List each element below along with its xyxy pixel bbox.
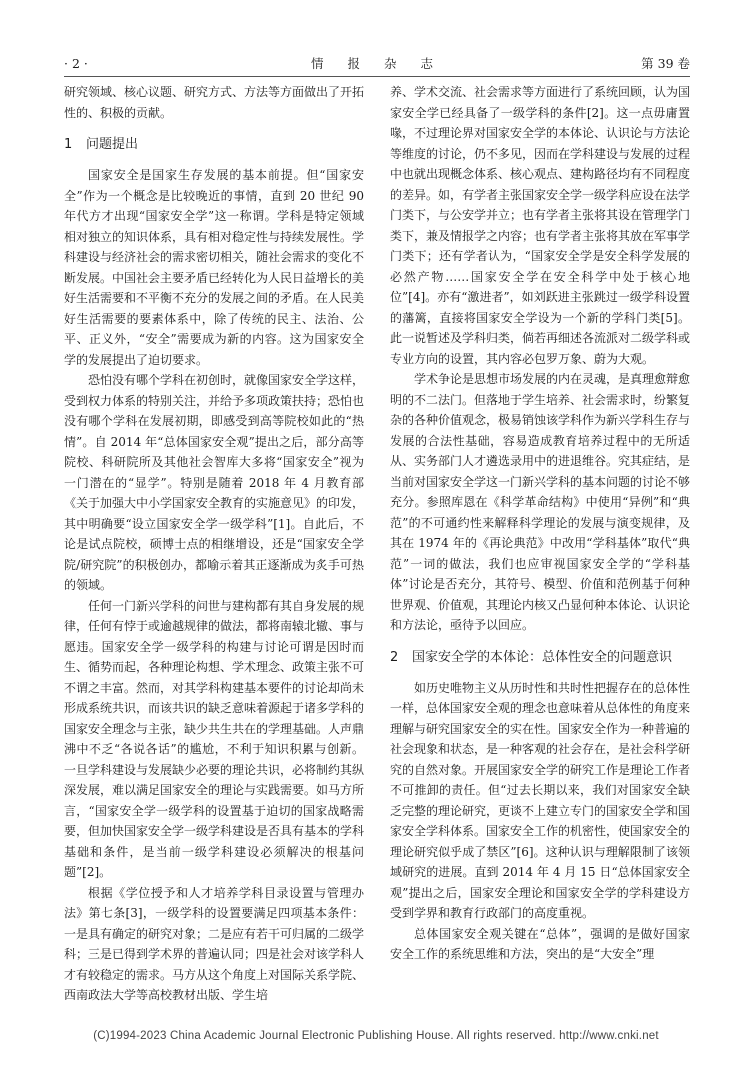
body-paragraph: 恐怕没有哪个学科在初创时，就像国家安全学这样，受到权力体系的特别关注，并给予多项政策扶持；恐怕也没有哪个学科在发展初期，即感受到高等院校如此的“热情”。自 2014 年“总体国家安全观”提出之后，部分高等院校、科研院所及其他社会智库大多将“国家安全”视为一门潜在的“显学”。特别是随着 2018 年 4 月教育部《关于加强大中小学国家安全教育的实施意见》的印发，其中明确要“设立国家安全学一级学科”[1]。自此后，不论是试点院校，硕博士点的相继增设，还是“国家安全学院/研究院”的积极创办，都喻示着其正逐渐成为炙手可热的领域。 — [64, 373, 364, 592]
section-number: 1 — [64, 137, 73, 152]
section-heading-1 — [64, 135, 364, 155]
body-paragraph: 国家安全是国家生存发展的基本前提。但“国家安全”作为一个概念是比较晚近的事情，直到 20 世纪 90 年代方才出现“国家安全学”这一称谓。学科是特定领域相对独立的知识体系，具有相对稳定性与持续发展性。学科建设与经济社会的需求密切相关，随社会需求的变化不断发展。中国社会主要矛盾已经转化为人民日益增长的美好生活需要和不平衡不充分的发展之间的矛盾。在人民美好生活需要的要素体系中，除了传统的民主、法治、公平、正义外，“安全”需要成为新的内容。这为国家安全学的发展提出了迫切要求。 — [64, 168, 364, 367]
body-paragraph: 根据《学位授予和人才培养学科目录设置与管理办法》第七条[3]，一级学科的设置要满足四项基本条件：一是具有确定的研究对象；二是应有若干可归属的二级学科；三是已得到学术界的普遍认同；四是社会对该学科人才有较稳定的需求。马方从这个角度上对国际关系学院、西南政法大学等高校教材出版、学生培 — [64, 885, 364, 1002]
section-heading-2 — [390, 648, 690, 668]
body-paragraph: 任何一门新兴学科的问世与建构都有其自身发展的规律，任何有悖于或逾越规律的做法，都将南辕北辙、事与愿违。国家安全学一级学科的构建与讨论可谓是因时而生、循势而起，各种理论构想、学术理念、政策主张不可不谓之丰富。然而，对其学科构建基本要件的讨论却尚未形成系统共识，而该共识的缺乏意味着源起于诸多学科的国家安全理念与主张，缺少共生共在的学理基础。人声鼎沸中不乏“各说各话”的尴尬，不利于知识积累与创新。一旦学科建设与发展缺少必要的理论共识，必将制约其纵深发展，难以满足国家安全的理论与实践需要。如马方所言，“国家安全学一级学科的设置基于迫切的国家战略需要，但加快国家安全学一级学科建设是否具有基本的学科基础和条件，是当前一级学科建设必须解决的根基问题”[2]。 — [64, 598, 364, 879]
intro-paragraph-end: 研究领域、核心议题、研究方式、方法等方面做出了开拓性的、积极的贡献。 — [64, 85, 364, 120]
right-column — [390, 82, 690, 1017]
section-number: 2 — [390, 649, 399, 665]
section-title: 国家安全学的本体论：总体性安全的问题意识 — [412, 649, 673, 665]
body-paragraph: 总体国家安全观关键在“总体”，强调的是做好国家安全工作的系统思维和方法，突出的是“大安全”理 — [390, 926, 690, 961]
running-header — [64, 52, 690, 77]
section-title: 问题提出 — [86, 137, 139, 152]
left-column — [64, 82, 364, 1017]
body-paragraph-continued: 养、学术交流、社会需求等方面进行了系统回顾，认为国家安全学已经具备了一级学科的条件[2]。这一点毋庸置喙，不过理论界对国家安全学的本体论、认识论与方法论等维度的讨论，仍不多见，因而在学科建设与发展的过程中也就出现概念体系、核心观点、建构路径均有不同程度的差异。如，有学者主张国家安全学一级学科应设在法学门类下，与公安学并立；也有学者主张将其设在管理学门类下，兼及情报学之内容；也有学者主张将其放在军事学门类下；还有学者认为，“国家安全学是安全科学发展的必然产物……国家安全学在安全科学中处于核心地位”[4]。亦有“激进者”，如刘跃进主张跳过一级学科设置的藩篱，直接将国家安全学设为一个新的学科门类[5]。此一说暂述及学科归类，倘若再细述各流派对二级学科或专业方向的设置，其内容必包罗万象、蔚为大观。 — [390, 85, 690, 366]
journal-title: 情 报 杂 志 — [311, 56, 443, 71]
body-paragraph: 学术争论是思想市场发展的内在灵魂，是真理愈辩愈明的不二法门。但落地于学生培养、社会需求时，纷繁复杂的各种价值观念，极易销蚀该学科作为新兴学科生存与发展的合法性基础，容易造成教育培养过程中的无所适从、实务部门人才遴选录用中的进退维谷。究其症结，是当前对国家安全学这一门新兴学科的基本问题的讨论不够充分。参照库恩在《科学革命结构》中使用“异例”和“典范”的不可通约性来解释科学理论的发展与演变规律，及其在 1974 年的《再论典范》中改用“学科基体”取代“典范”一词的做法，我们也应审视国家安全学的“学科基体”讨论是否充分，其符号、模型、价值和范例基于何种世界观、价值观，其理论内核又凸显何种本体论、认识论和方法论，亟待予以回应。 — [390, 372, 690, 632]
body-paragraph: 如历史唯物主义从历时性和共时性把握存在的总体性一样，总体国家安全观的理念也意味着从总体性的角度来理解与研究国家安全的实在性。国家安全作为一种普遍的社会现象和状态，是一种客观的社会存在，是社会科学研究的自然对象。开展国家安全学的研究工作是理论工作者不可推卸的责任。但“过去长期以来，我们对国家安全缺乏完整的理论研究，更谈不上建立专门的国家安全学和国家安全学科体系。国家安全工作的机密性，使国家安全的理论研究似乎成了禁区”[6]。这种认识与理解限制了该领域研究的进展。直到 2014 年 4 月 15 日“总体国家安全观”提出之后，国家安全理论和国家安全学的学科建设方受到学界和教育行政部门的高度重视。 — [390, 680, 690, 920]
copyright-footer: (C)1994-2023 China Academic Journal Electronic Publishing House. All rights reserved. http://www.cnki.net — [93, 1030, 659, 1042]
volume-label: 第 39 卷 — [641, 56, 690, 71]
page-number: · 2 · — [64, 56, 88, 71]
